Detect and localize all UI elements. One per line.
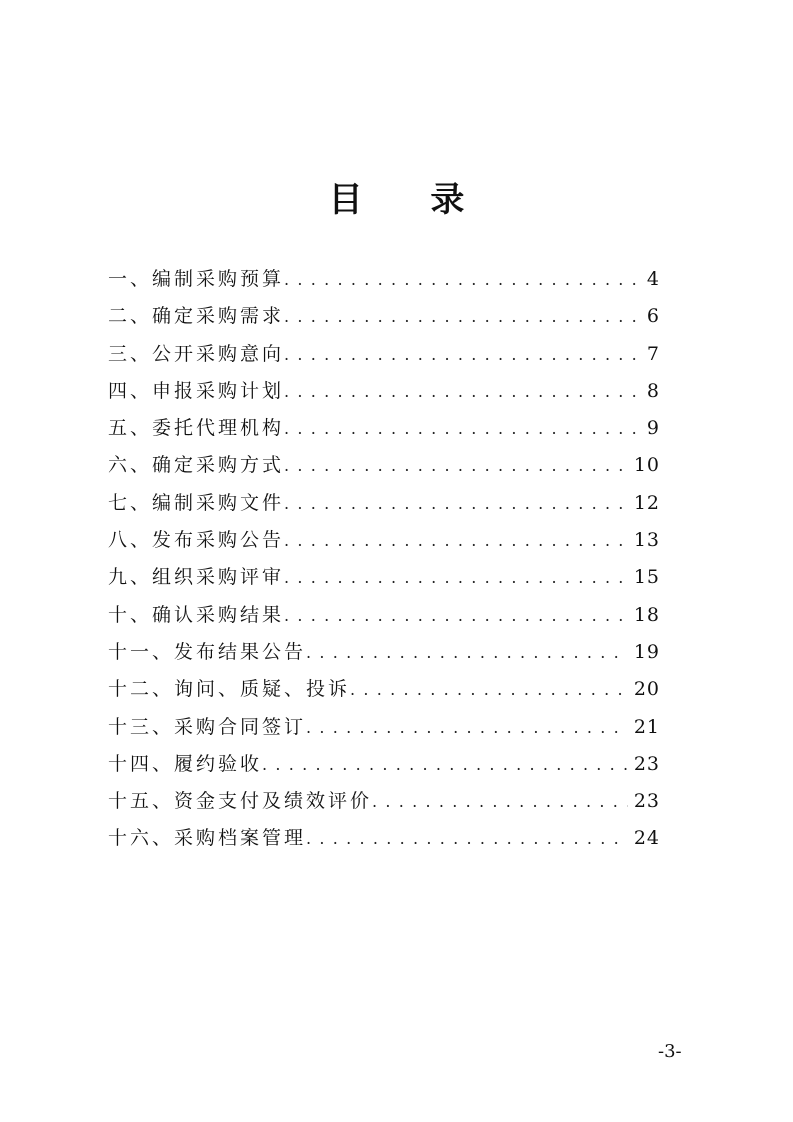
toc-entry-page: 23 bbox=[633, 752, 660, 775]
toc-entry[interactable] bbox=[108, 634, 660, 671]
toc-entry[interactable] bbox=[108, 261, 660, 298]
toc-dot-leader bbox=[306, 820, 628, 857]
toc-entry-label: 一、编制采购预算 bbox=[108, 268, 285, 290]
toc-entry-page: 19 bbox=[633, 640, 660, 663]
toc-entry-page: 23 bbox=[633, 790, 660, 813]
toc-entry-label: 十、确认采购结果 bbox=[108, 603, 285, 626]
toc-dot-leader bbox=[350, 671, 628, 708]
toc-entry[interactable] bbox=[108, 336, 660, 373]
toc-entry-page: 7 bbox=[646, 342, 660, 365]
toc-entry-page: 24 bbox=[633, 827, 660, 850]
page-number: -3- bbox=[658, 1041, 682, 1062]
toc-entry-label: 十三、采购合同签订 bbox=[108, 715, 307, 738]
toc-entry-label: 二、确定采购需求 bbox=[108, 305, 285, 328]
toc-entry-label: 十五、资金支付及绩效评价 bbox=[108, 790, 373, 813]
toc-entry-label: 十二、询问、质疑、投诉 bbox=[108, 678, 351, 701]
toc-dot-leader bbox=[262, 746, 628, 783]
toc-entry[interactable] bbox=[108, 447, 660, 484]
table-of-contents bbox=[108, 261, 660, 858]
toc-entry-label: 十四、履约验收 bbox=[108, 752, 263, 775]
toc-entry[interactable] bbox=[108, 783, 660, 820]
toc-entry-label: 三、公开采购意向 bbox=[108, 342, 285, 365]
toc-entry-label: 八、发布采购公告 bbox=[108, 529, 285, 552]
toc-entry[interactable] bbox=[108, 709, 660, 746]
toc-entry-label: 九、组织采购评审 bbox=[108, 566, 285, 589]
toc-entry-page: 15 bbox=[633, 566, 660, 589]
toc-dot-leader bbox=[284, 522, 628, 559]
toc-entry-label: 十一、发布结果公告 bbox=[108, 640, 307, 663]
toc-entry[interactable] bbox=[108, 373, 660, 410]
toc-entry-page: 13 bbox=[633, 529, 660, 552]
toc-entry[interactable] bbox=[108, 597, 660, 634]
toc-entry[interactable] bbox=[108, 522, 660, 559]
toc-dot-leader bbox=[306, 709, 628, 746]
toc-dot-leader bbox=[284, 559, 628, 596]
toc-entry-page: 18 bbox=[633, 603, 660, 626]
toc-entry-page: 6 bbox=[646, 305, 660, 328]
toc-entry[interactable] bbox=[108, 559, 660, 596]
toc-entry-label: 七、编制采购文件 bbox=[108, 491, 285, 514]
toc-dot-leader bbox=[284, 447, 628, 484]
toc-entry-label: 四、申报采购计划 bbox=[108, 379, 285, 402]
toc-dot-leader bbox=[284, 410, 641, 447]
toc-entry[interactable] bbox=[108, 298, 660, 335]
toc-entry-page: 8 bbox=[646, 379, 660, 402]
toc-entry[interactable] bbox=[108, 820, 660, 857]
toc-entry-label: 十六、采购档案管理 bbox=[108, 827, 307, 850]
toc-dot-leader bbox=[284, 336, 641, 373]
toc-entry-page: 12 bbox=[633, 491, 660, 514]
toc-dot-leader bbox=[284, 597, 628, 634]
toc-entry[interactable] bbox=[108, 746, 660, 783]
toc-entry-page: 21 bbox=[633, 715, 660, 738]
toc-dot-leader bbox=[372, 783, 628, 820]
page-title: 目 录 bbox=[328, 180, 493, 220]
toc-entry-page: 9 bbox=[646, 417, 660, 440]
toc-entry-page: 10 bbox=[633, 454, 660, 477]
toc-entry-page: 4 bbox=[646, 268, 660, 290]
toc-dot-leader bbox=[284, 485, 628, 522]
toc-dot-leader bbox=[284, 373, 641, 410]
toc-dot-leader bbox=[284, 261, 641, 298]
toc-entry[interactable] bbox=[108, 410, 660, 447]
toc-entry[interactable] bbox=[108, 485, 660, 522]
toc-entry-label: 五、委托代理机构 bbox=[108, 417, 285, 440]
toc-dot-leader bbox=[284, 298, 641, 335]
toc-entry[interactable] bbox=[108, 671, 660, 708]
toc-entry-page: 20 bbox=[633, 678, 660, 701]
toc-dot-leader bbox=[306, 634, 628, 671]
toc-entry-label: 六、确定采购方式 bbox=[108, 454, 285, 477]
